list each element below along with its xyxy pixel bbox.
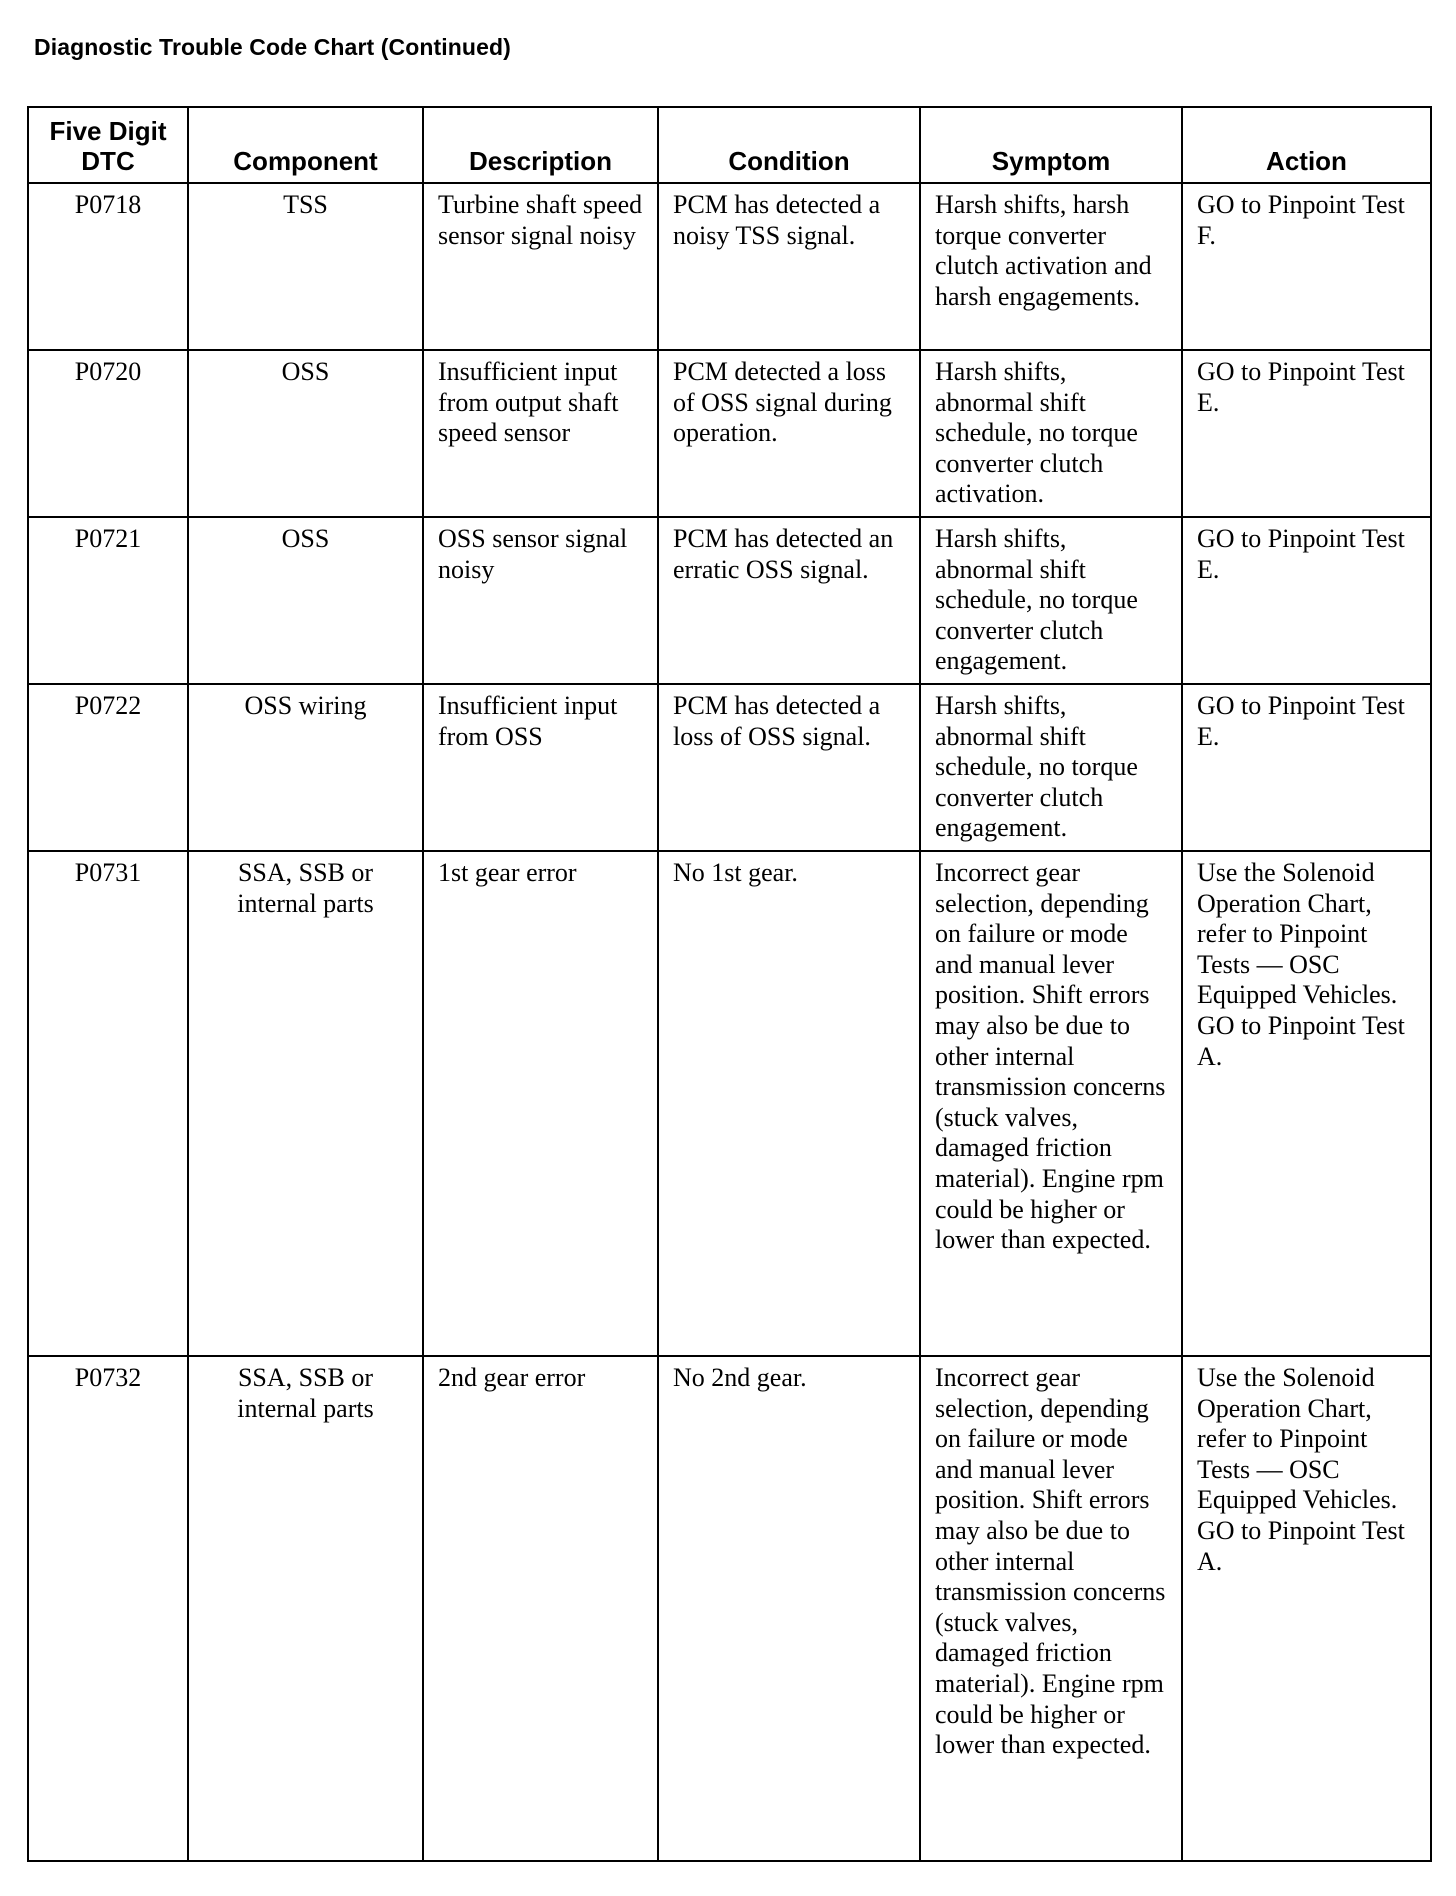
cell-description: OSS sensor signal noisy: [423, 517, 658, 684]
header-component: Component: [188, 107, 423, 183]
cell-condition: PCM has detected a loss of OSS signal.: [658, 684, 920, 851]
cell-condition: PCM has detected a noisy TSS signal.: [658, 183, 920, 350]
cell-component: SSA, SSB or internal parts: [188, 1356, 423, 1861]
cell-dtc: P0722: [28, 684, 188, 851]
cell-symptom: Harsh shifts, abnormal shift schedule, no torque converter clutch activation.: [920, 350, 1182, 517]
header-description: Description: [423, 107, 658, 183]
cell-action: GO to Pinpoint Test E.: [1182, 350, 1431, 517]
table-row: [28, 684, 1431, 851]
cell-condition: PCM has detected an erratic OSS signal.: [658, 517, 920, 684]
cell-symptom: Harsh shifts, abnormal shift schedule, no torque converter clutch engagement.: [920, 684, 1182, 851]
cell-symptom: Incorrect gear selection, depending on failure or mode and manual lever position. Shift errors may also be due to other internal transmission concerns (stuck valves, damaged friction material). Engine rpm could be higher or lower than expected.: [920, 851, 1182, 1356]
cell-condition: No 1st gear.: [658, 851, 920, 1356]
cell-action: GO to Pinpoint Test E.: [1182, 517, 1431, 684]
cell-condition: No 2nd gear.: [658, 1356, 920, 1861]
cell-symptom: Harsh shifts, harsh torque converter clutch activation and harsh engagements.: [920, 183, 1182, 350]
cell-component: OSS wiring: [188, 684, 423, 851]
cell-description: 2nd gear error: [423, 1356, 658, 1861]
cell-action: GO to Pinpoint Test E.: [1182, 684, 1431, 851]
cell-component: OSS: [188, 517, 423, 684]
cell-condition: PCM detected a loss of OSS signal during operation.: [658, 350, 920, 517]
header-symptom: Symptom: [920, 107, 1182, 183]
header-condition: Condition: [658, 107, 920, 183]
cell-dtc: P0731: [28, 851, 188, 1356]
cell-action: GO to Pinpoint Test F.: [1182, 183, 1431, 350]
page-title: Diagnostic Trouble Code Chart (Continued): [34, 34, 511, 60]
cell-symptom: Incorrect gear selection, depending on failure or mode and manual lever position. Shift errors may also be due to other internal transmission concerns (stuck valves, damaged friction material). Engine rpm could be higher or lower than expected.: [920, 1356, 1182, 1861]
table-row: [28, 350, 1431, 517]
cell-action: Use the Solenoid Operation Chart, refer to Pinpoint Tests — OSC Equipped Vehicles. GO to Pinpoint Test A.: [1182, 851, 1431, 1356]
cell-description: Turbine shaft speed sensor signal noisy: [423, 183, 658, 350]
cell-symptom: Harsh shifts, abnormal shift schedule, no torque converter clutch engagement.: [920, 517, 1182, 684]
cell-dtc: P0721: [28, 517, 188, 684]
table-row: [28, 517, 1431, 684]
cell-description: Insufficient input from OSS: [423, 684, 658, 851]
cell-dtc: P0720: [28, 350, 188, 517]
table-row: [28, 851, 1431, 1356]
cell-dtc: P0732: [28, 1356, 188, 1861]
dtc-table: [27, 106, 1432, 1862]
cell-description: Insufficient input from output shaft speed sensor: [423, 350, 658, 517]
table-row: [28, 183, 1431, 350]
cell-component: OSS: [188, 350, 423, 517]
cell-component: SSA, SSB or internal parts: [188, 851, 423, 1356]
header-dtc: Five Digit DTC: [28, 107, 188, 183]
cell-description: 1st gear error: [423, 851, 658, 1356]
header-action: Action: [1182, 107, 1431, 183]
cell-dtc: P0718: [28, 183, 188, 350]
table-row: [28, 1356, 1431, 1861]
table-header-row: [28, 107, 1431, 183]
cell-action: Use the Solenoid Operation Chart, refer to Pinpoint Tests — OSC Equipped Vehicles. GO to Pinpoint Test A.: [1182, 1356, 1431, 1861]
cell-component: TSS: [188, 183, 423, 350]
